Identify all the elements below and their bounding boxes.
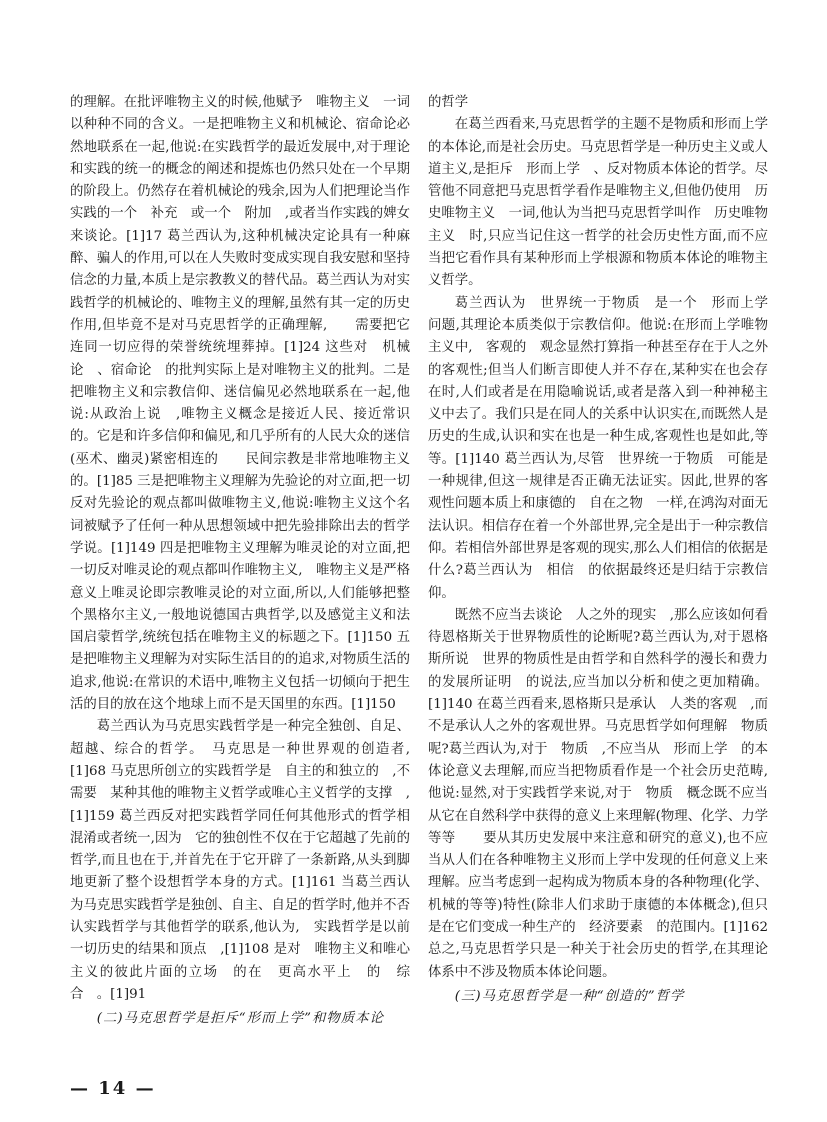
left-paragraph-1: 的理解。在批评唯物主义的时候,他赋予 唯物主义 一词以种种不同的含义。一是把唯物主义和机械论、宿命论必然地联系在一起,他说:在实践哲学的最近发展中,对于理论和实践的统一的概念的阐述和提炼也仍然只处在一个早期的阶段上。仍然存在着机械论的残余,因为人们把理论当作实践的一个 补充 或一个 附加 ,或者当作实践的婢女来谈论。[1]17 葛兰西认为,这种机械决定论具有一种麻醉、骗人的作用,可以在人失败时变成实现自我安慰和坚持信念的力量,本质上是宗教教义的替代品。葛兰西认为对实践哲学的机械论的、唯物主义的理解,虽然有其一定的历史作用,但毕竟不是对马克思哲学的正确理解, 需要把它连同一切应得的荣誉统统埋葬掉。[1]24 这些对 机械论 、宿命论 的批判实际上是对唯物主义的批判。二是把唯物主义和宗教信仰、迷信偏见必然地联系在一起,他说:从政治上说 ,唯物主义概念是接近人民、接近常识的。它是和许多信仰和偏见,和几乎所有的人民大众的迷信(巫术、幽灵)紧密相连的 民间宗教是非常地唯物主义的。[1]85 三是把唯物主义理解为先验论的对立面,把一切反对先验论的观点都叫做唯物主义,他说:唯物主义这个名词被赋予了任何一种从思想领域中把先验排除出去的哲学学说。[1]149 四是把唯物主义理解为唯灵论的对立面,把一切反对唯灵论的观点都叫作唯物主义, 唯物主义是严格意义上唯灵论即宗教唯灵论的对立面,所以,人们能够把整个黑格尔主义,一般地说德国古典哲学,以及感觉主义和法国启蒙哲学,统统包括在唯物主义的标题之下。[1]150 五是把唯物主义理解为对实际生活目的的追求,对物质生活的追求,他说:在常识的术语中,唯物主义包括一切倾向于把生活的目的放在这个地球上而不是天国里的东西。[1]150 (70, 95, 410, 713)
right-column (428, 92, 782, 1008)
right-paragraph-carry: 的哲学 (428, 95, 469, 110)
right-paragraph-1: 在葛兰西看来,马克思哲学的主题不是物质和形而上学的本体论,而是社会历史。马克思哲学是一种历史主义或人道主义,是拒斥 形而上学 、反对物质本体论的哲学。尽管他不同意把马克思哲学看作是唯物主义,但他仍使用 历史唯物主义 一词,他认为当把马克思哲学叫作 历史唯物主义 时,只应当记住这一哲学的社会历史性方面,而不应当把它看作具有某种形而上学根源和物质本体论的唯物主义哲学。 (428, 117, 768, 289)
section-heading-3: (三)马克思哲学是一种“创造的”哲学 (454, 988, 685, 1004)
right-paragraph-3: 既然不应当去谈论 人之外的现实 ,那么应该如何看待恩格斯关于世界物质性的论断呢?葛兰西认为,对于恩格斯所说 世界的物质性是由哲学和自然科学的漫长和费力的发展所证明 的说法,应当加以分析和使之更加精确。[1]140 在葛兰西看来,恩格斯只是承认 人类的客观 ,而不是承认人之外的客观世界。马克思哲学如何理解 物质 呢?葛兰西认为,对于 物质 ,不应当从 形而上学 的本体论意义去理解,而应当把物质看作是一个社会历史范畴,他说:显然,对于实践哲学来说,对于 物质 概念既不应当从它在自然科学中获得的意义上来理解(物理、化学、力学等等 要从其历史发展中来注意和研究的意义),也不应当从人们在各种唯物主义形而上学中发现的任何意义上来理解。应当考虑到一起构成为物质本身的各种物理(化学、机械的等等)特性(除非人们求助于康德的本体概念),但只是在它们变成一种生产的 经济要素 的范围内。[1]162 总之,马克思哲学只是一种关于社会历史的哲学,在其理论体系中不涉及物质本体论问题。 (428, 607, 782, 980)
section-heading-2: (二)马克思哲学是拒斥“形而上学”和物质本论 (96, 1011, 384, 1027)
right-paragraph-2: 葛兰西认为 世界统一于物质 是一个 形而上学 问题,其理论本质类似于宗教信仰。他说:在形而上学唯物主义中, 客观的 观念显然打算指一种甚至存在于人之外的客观性;但当人们断言即使人并不存在,某种实在也会存在时,人们或者是在用隐喻说话,或者是落入到一种神秘主义中去了。我们只是在同人的关系中认识实在,而既然人是历史的生成,认识和实在也是一种生成,客观性也是如此,等等。[1]140 葛兰西认为,尽管 世界统一于物质 可能是一种规律,但这一规律是否正确无法证实。因此,世界的客观性问题本质上和康德的 自在之物 一样,在鸿沟对面无法认识。相信存在着一个外部世界,完全是出于一种宗教信仰。若相信外部世界是客观的现实,那么人们相信的依据是什么?葛兰西认为 相信 的依据最终还是归结于宗教信仰。 (428, 295, 782, 601)
left-paragraph-2: 葛兰西认为马克思实践哲学是一种完全独创、自足、超越、综合的哲学。 马克思是一种世界观的创造者,[1]68 马克思所创立的实践哲学是 自主的和独立的 ,不需要 某种其他的唯物主义哲学或唯心主义哲学的支撑 ,[1]159 葛兰西反对把实践哲学同任何其他形式的哲学相混淆或者统一,因为 它的独创性不仅在于它超越了先前的哲学,而且也在于,并首先在于它开辟了一条新路,从头到脚地更新了整个设想哲学本身的方式。[1]161 当葛兰西认为马克思实践哲学是独创、自主、自足的哲学时,他并不否认实践哲学与其他哲学的联系,他认为, 实践哲学是以前一切历史的结果和顶点 ,[1]108 是对 唯物主义和唯心主义的彼此片面的立场 的在 更高水平上 的 综合 。[1]91 (70, 719, 410, 1002)
page-number: — 14 — (70, 1078, 156, 1099)
left-column (70, 92, 410, 1030)
